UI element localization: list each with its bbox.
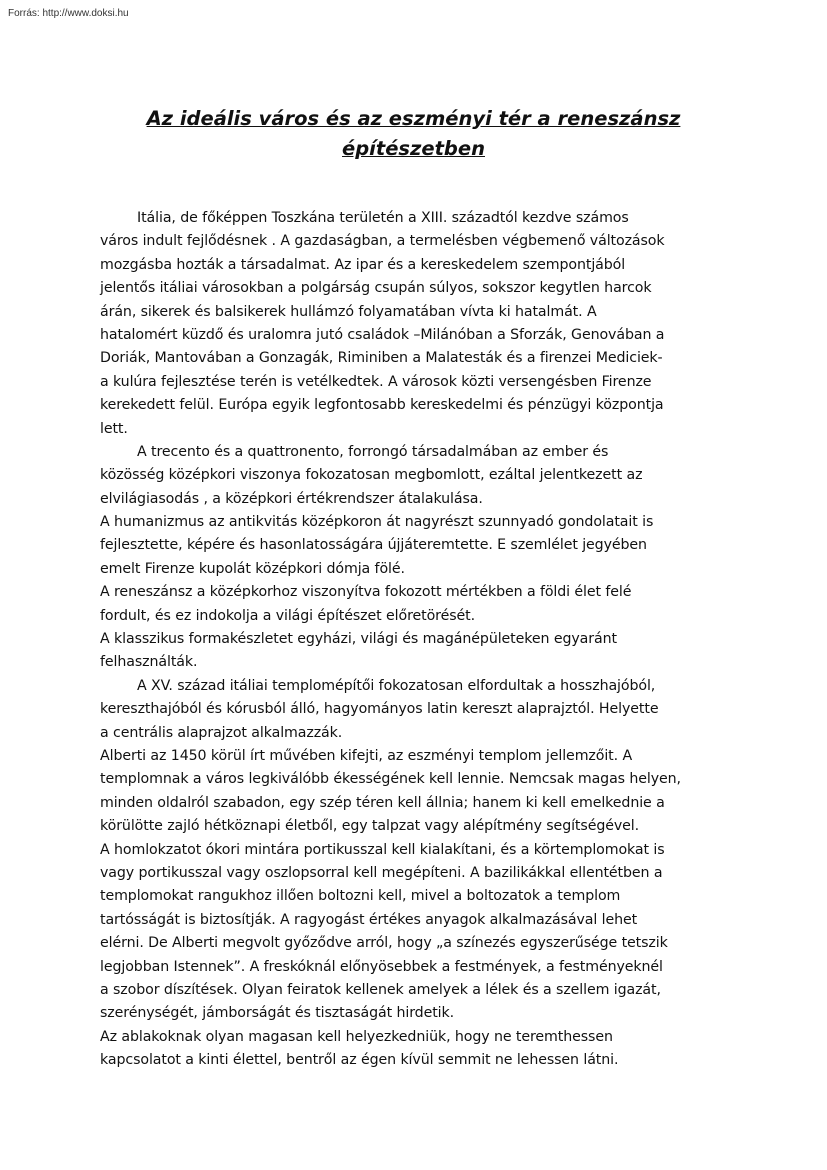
text-line: kapcsolatot a kinti élettel, bentről az égen kívül semmit ne lehessen látni. xyxy=(100,1052,619,1069)
text-line: Doriák, Mantovában a Gonzagák, Riminiben a Malatesták és a firenzei Mediciek- xyxy=(100,350,663,367)
text-line: minden oldalról szabadon, egy szép téren kell állnia; hanem ki kell emelkednie a xyxy=(100,794,665,811)
document-title xyxy=(100,104,727,164)
text-line: kereszthajóból és kórusból álló, hagyományos latin kereszt alaprajztól. Helyette xyxy=(100,701,659,718)
text-line: a centrális alaprajzot alkalmazzák. xyxy=(100,724,343,741)
text-line: A XV. század itáliai templomépítői fokozatosan elfordultak a hosszhajóból, xyxy=(137,677,656,694)
text-line: kerekedett felül. Európa egyik legfontosabb kereskedelmi és pénzügyi központja xyxy=(100,397,664,414)
text-line: vagy portikusszal vagy oszlopsorral kell megépíteni. A bazilikákkal ellentétben a xyxy=(100,864,663,881)
document-body xyxy=(100,207,726,1072)
text-line: a kulúra fejlesztése terén is vetélkedtek. A városok közti versengésben Firenze xyxy=(100,373,652,390)
text-line: A reneszánsz a középkorhoz viszonyítva fokozott mértékben a földi élet felé xyxy=(100,584,632,601)
text-line: emelt Firenze kupolát középkori dómja fölé. xyxy=(100,560,405,577)
text-line: A homlokzatot ókori mintára portikusszal kell kialakítani, és a körtemplomokat is xyxy=(100,841,665,858)
text-line: legjobban Istennek”. A freskóknál előnyösebbek a festmények, a festményeknél xyxy=(100,958,663,975)
text-line: templomnak a város legkiválóbb ékességének kell lennie. Nemcsak magas helyen, xyxy=(100,771,681,788)
text-line: felhasználták. xyxy=(100,654,198,671)
text-line: A klasszikus formakészletet egyházi, világi és magánépületeken egyaránt xyxy=(100,631,617,648)
text-line: hatalomért küzdő és uralomra jutó családok –Milánóban a Sforzák, Genovában a xyxy=(100,326,665,343)
text-line: közösség középkori viszonya fokozatosan megbomlott, ezáltal jelentkezett az xyxy=(100,467,643,484)
text-line: mozgásba hozták a társadalmat. Az ipar és a kereskedelem szempontjából xyxy=(100,256,626,273)
text-line: Az ablakoknak olyan magasan kell helyezkedniük, hogy ne teremthessen xyxy=(100,1028,613,1045)
text-line: lett. xyxy=(100,420,128,437)
text-line: elérni. De Alberti megvolt győződve arról, hogy „a színezés egyszerűsége tetszik xyxy=(100,935,668,952)
text-line: Itália, de főképpen Toszkána területén a XIII. századtól kezdve számos xyxy=(137,210,629,226)
text-line: körülötte zajló hétköznapi életből, egy talpzat vagy alépítmény segítségével. xyxy=(100,818,640,835)
text-line: jelentős itáliai városokban a polgárság csupán súlyos, sokszor kegytlen harcok xyxy=(100,280,652,297)
text-line: elvilágiasodás , a középkori értékrendszer átalakulása. xyxy=(100,490,483,507)
source-note: Forrás: http://www.doksi.hu xyxy=(8,8,129,19)
text-line: a szobor díszítések. Olyan feiratok kellenek amelyek a lélek és a szellem igazát, xyxy=(100,981,661,998)
text-line: fordult, és ez indokolja a világi építészet előretörését. xyxy=(100,607,476,624)
text-line: fejlesztette, képére és hasonlatosságára újjáteremtette. E szemlélet jegyében xyxy=(100,537,647,554)
text-line: város indult fejlődésnek . A gazdaságban, a termelésben végbemenő változások xyxy=(100,233,665,250)
text-line: árán, sikerek és balsikerek hullámzó folyamatában vívta ki hatalmát. A xyxy=(100,303,597,320)
title-line: Az ideális város és az eszményi tér a reneszánsz xyxy=(146,107,681,130)
title-line: építészetben xyxy=(342,137,485,160)
text-line: tartósságát is biztosítják. A ragyogást értékes anyagok alkalmazásával lehet xyxy=(100,911,638,928)
text-line: A trecento és a quattronento, forrongó társadalmában az ember és xyxy=(137,443,609,460)
text-line: Alberti az 1450 körül írt művében kifejti, az eszményi templom jellemzőit. A xyxy=(100,747,633,764)
text-line: A humanizmus az antikvitás középkoron át nagyrészt szunnyadó gondolatait is xyxy=(100,514,654,531)
text-line: szerénységét, jámborságát és tisztaságát hirdetik. xyxy=(100,1005,455,1022)
text-line: templomokat rangukhoz illően boltozni kell, mivel a boltozatok a templom xyxy=(100,888,621,905)
